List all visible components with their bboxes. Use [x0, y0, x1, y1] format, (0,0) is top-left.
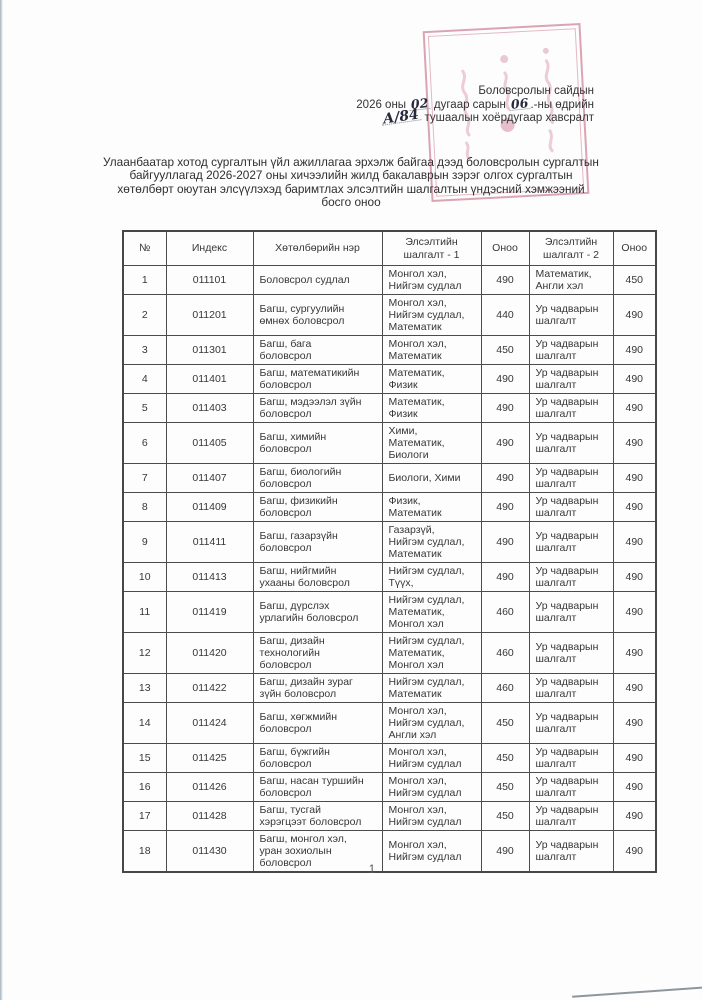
table-row	[123, 295, 656, 336]
cell-exam1: Газарзүй, Нийгэм судлал, Математик	[382, 522, 481, 563]
cell-score2: 490	[613, 563, 656, 592]
cell-score1: 490	[481, 493, 529, 522]
cell-exam1: Биологи, Хими	[382, 464, 481, 493]
cell-program-name: Багш, монгол хэл, уран зохиолын боловсрол	[253, 831, 382, 873]
cell-number: 9	[123, 522, 166, 563]
cell-number: 16	[123, 773, 166, 802]
cell-score2: 490	[613, 493, 656, 522]
cell-score1: 490	[481, 563, 529, 592]
cell-exam1: Монгол хэл, Нийгэм судлал, Математик	[382, 295, 481, 336]
col-header-score2: Оноо	[613, 231, 656, 266]
cell-program-name: Багш, дүрслэх урлагийн боловсрол	[253, 592, 382, 633]
cell-exam2: Ур чадварын шалгалт	[529, 592, 613, 633]
cell-number: 8	[123, 493, 166, 522]
table-row	[123, 744, 656, 773]
cell-number: 3	[123, 336, 166, 365]
cell-index: 011426	[166, 773, 253, 802]
cell-number: 6	[123, 423, 166, 464]
handwritten-order-number: А/84	[382, 106, 421, 128]
cell-score1: 450	[481, 773, 529, 802]
page-edge-bottom	[572, 986, 702, 997]
document-title: Улаанбаатар хотод сургалтын үйл ажиллагаа эрхэлж байгаа дээд боловсролын сургалтын байгууллагад 2026-2027 оны хичээлийн жилд бакалаврын зэрэг олгох сургалтын хөтөлбөрт оюутан элсүүлэхэд баримтлах элсэлтийн шалгалтын үндэсний хэмжээний босго оноо	[103, 155, 599, 210]
cell-index: 011411	[166, 522, 253, 563]
cell-exam2: Ур чадварын шалгалт	[529, 493, 613, 522]
cell-program-name: Багш, бүжгийн боловсрол	[253, 744, 382, 773]
cell-index: 011403	[166, 394, 253, 423]
cell-score1: 490	[481, 365, 529, 394]
cell-program-name: Багш, бага боловсрол	[253, 336, 382, 365]
cell-exam2: Ур чадварын шалгалт	[529, 703, 613, 744]
cell-score2: 490	[613, 295, 656, 336]
cell-score1: 490	[481, 522, 529, 563]
cell-number: 5	[123, 394, 166, 423]
table-row	[123, 674, 656, 703]
date-mid: дугаар сарын	[433, 98, 506, 111]
cell-exam1: Нийгэм судлал, Түүх,	[382, 563, 481, 592]
col-header-index: Индекс	[166, 231, 253, 266]
cell-number: 15	[123, 744, 166, 773]
cell-exam2: Ур чадварын шалгалт	[529, 464, 613, 493]
cell-program-name: Багш, хөгжмийн боловсрол	[253, 703, 382, 744]
page-number: 1	[368, 864, 376, 876]
table-header-row	[123, 231, 656, 266]
cell-number: 18	[123, 831, 166, 873]
cell-exam2: Ур чадварын шалгалт	[529, 295, 613, 336]
cell-exam1: Монгол хэл, Нийгэм судлал, Англи хэл	[382, 703, 481, 744]
cell-score2: 490	[613, 423, 656, 464]
cell-exam2: Ур чадварын шалгалт	[529, 365, 613, 394]
cell-number: 4	[123, 365, 166, 394]
cell-score1: 460	[481, 592, 529, 633]
cell-index: 011419	[166, 592, 253, 633]
cell-index: 011101	[166, 266, 253, 295]
cell-index: 011424	[166, 703, 253, 744]
cell-score2: 490	[613, 674, 656, 703]
cell-score1: 450	[481, 744, 529, 773]
cell-index: 011407	[166, 464, 253, 493]
cell-exam2: Ур чадварын шалгалт	[529, 423, 613, 464]
cell-exam1: Нийгэм судлал, Математик, Монгол хэл	[382, 633, 481, 674]
table-row	[123, 703, 656, 744]
handwritten-month: 02	[410, 94, 430, 112]
cell-program-name: Багш, физикийн боловсрол	[253, 493, 382, 522]
cell-score1: 460	[481, 674, 529, 703]
cell-score1: 460	[481, 633, 529, 674]
cell-exam2: Математик, Англи хэл	[529, 266, 613, 295]
cell-score1: 490	[481, 464, 529, 493]
cell-number: 10	[123, 563, 166, 592]
cell-program-name: Багш, насан туршийн боловсрол	[253, 773, 382, 802]
cell-exam2: Ур чадварын шалгалт	[529, 744, 613, 773]
cell-exam1: Монгол хэл, Нийгэм судлал	[382, 831, 481, 873]
cell-exam2: Ур чадварын шалгалт	[529, 773, 613, 802]
cell-index: 011409	[166, 493, 253, 522]
cell-score2: 490	[613, 592, 656, 633]
cell-score1: 450	[481, 703, 529, 744]
cell-score2: 490	[613, 633, 656, 674]
cell-index: 011301	[166, 336, 253, 365]
cell-exam1: Монгол хэл, Нийгэм судлал	[382, 773, 481, 802]
cell-number: 7	[123, 464, 166, 493]
cell-score2: 490	[613, 464, 656, 493]
table-body	[123, 266, 656, 873]
cell-program-name: Багш, сургуулийн өмнөх боловсрол	[253, 295, 382, 336]
cell-exam2: Ур чадварын шалгалт	[529, 336, 613, 365]
cell-index: 011413	[166, 563, 253, 592]
cell-exam1: Монгол хэл, Нийгэм судлал	[382, 744, 481, 773]
cell-index: 011420	[166, 633, 253, 674]
cell-score1: 490	[481, 266, 529, 295]
table-row	[123, 522, 656, 563]
cell-score2: 490	[613, 394, 656, 423]
cell-program-name: Багш, нийгмийн ухааны боловсрол	[253, 563, 382, 592]
cell-score2: 490	[613, 336, 656, 365]
cell-number: 2	[123, 295, 166, 336]
cell-score2: 450	[613, 266, 656, 295]
col-header-score1: Оноо	[481, 231, 529, 266]
cell-exam1: Хими, Математик, Биологи	[382, 423, 481, 464]
table-row	[123, 394, 656, 423]
col-header-program-name: Хөтөлбөрийн нэр	[253, 231, 382, 266]
col-header-number: №	[123, 231, 166, 266]
table-row	[123, 336, 656, 365]
cell-number: 14	[123, 703, 166, 744]
cell-exam1: Нийгэм судлал, Математик	[382, 674, 481, 703]
cell-exam2: Ур чадварын шалгалт	[529, 563, 613, 592]
cell-exam1: Физик, Математик	[382, 493, 481, 522]
table-row	[123, 802, 656, 831]
cell-program-name: Багш, дизайн зураг зүйн боловсрол	[253, 674, 382, 703]
cell-number: 17	[123, 802, 166, 831]
cell-score2: 490	[613, 831, 656, 873]
header-org-line: Боловсролын сайдын	[478, 85, 594, 97]
handwritten-day: 06	[510, 94, 530, 112]
cell-program-name: Багш, мэдээлэл зүйн боловсрол	[253, 394, 382, 423]
order-text: тушаалын хоёрдугаар хавсралт	[424, 112, 594, 124]
cell-program-name: Боловсрол судлал	[253, 266, 382, 295]
page-edge-left	[0, 0, 3, 1000]
cell-exam1: Монгол хэл, Нийгэм судлал	[382, 266, 481, 295]
table-row	[123, 633, 656, 674]
cell-number: 12	[123, 633, 166, 674]
cell-score1: 450	[481, 802, 529, 831]
cell-score2: 490	[613, 773, 656, 802]
threshold-scores-table	[122, 230, 657, 873]
cell-number: 1	[123, 266, 166, 295]
cell-exam2: Ур чадварын шалгалт	[529, 394, 613, 423]
table-row	[123, 773, 656, 802]
date-suffix: .-ны өдрийн	[530, 98, 594, 111]
cell-program-name: Багш, биологийн боловсрол	[253, 464, 382, 493]
cell-program-name: Багш, математикийн боловсрол	[253, 365, 382, 394]
cell-exam1: Математик, Физик	[382, 394, 481, 423]
cell-program-name: Багш, газарзүйн боловсрол	[253, 522, 382, 563]
document-header	[356, 85, 594, 126]
cell-exam2: Ур чадварын шалгалт	[529, 522, 613, 563]
date-prefix: 2026 оны	[356, 98, 407, 111]
cell-score2: 490	[613, 703, 656, 744]
cell-exam1: Математик, Физик	[382, 365, 481, 394]
table-row	[123, 266, 656, 295]
cell-exam1: Монгол хэл, Нийгэм судлал	[382, 802, 481, 831]
table-row	[123, 365, 656, 394]
cell-score1: 450	[481, 336, 529, 365]
cell-index: 011430	[166, 831, 253, 873]
table-row	[123, 423, 656, 464]
cell-score2: 490	[613, 744, 656, 773]
cell-score1: 490	[481, 394, 529, 423]
cell-score1: 490	[481, 831, 529, 873]
cell-program-name: Багш, химийн боловсрол	[253, 423, 382, 464]
cell-index: 011428	[166, 802, 253, 831]
table-row	[123, 464, 656, 493]
cell-exam1: Монгол хэл, Математик	[382, 336, 481, 365]
col-header-exam2: Элсэлтийн шалгалт - 2	[529, 231, 613, 266]
table-row	[123, 563, 656, 592]
cell-program-name: Багш, тусгай хэрэгцээт боловсрол	[253, 802, 382, 831]
cell-program-name: Багш, дизайн технологийн боловсрол	[253, 633, 382, 674]
cell-index: 011405	[166, 423, 253, 464]
table-row	[123, 592, 656, 633]
cell-index: 011401	[166, 365, 253, 394]
cell-number: 11	[123, 592, 166, 633]
col-header-exam1: Элсэлтийн шалгалт - 1	[382, 231, 481, 266]
cell-exam2: Ур чадварын шалгалт	[529, 674, 613, 703]
cell-exam2: Ур чадварын шалгалт	[529, 633, 613, 674]
cell-score2: 490	[613, 365, 656, 394]
cell-exam2: Ур чадварын шалгалт	[529, 831, 613, 873]
cell-index: 011201	[166, 295, 253, 336]
cell-score1: 490	[481, 423, 529, 464]
table-row	[123, 493, 656, 522]
header-order-line	[356, 106, 594, 128]
cell-exam1: Нийгэм судлал, Математик, Монгол хэл	[382, 592, 481, 633]
cell-number: 13	[123, 674, 166, 703]
cell-score1: 440	[481, 295, 529, 336]
cell-score2: 490	[613, 802, 656, 831]
cell-index: 011425	[166, 744, 253, 773]
cell-index: 011422	[166, 674, 253, 703]
cell-score2: 490	[613, 522, 656, 563]
cell-exam2: Ур чадварын шалгалт	[529, 802, 613, 831]
